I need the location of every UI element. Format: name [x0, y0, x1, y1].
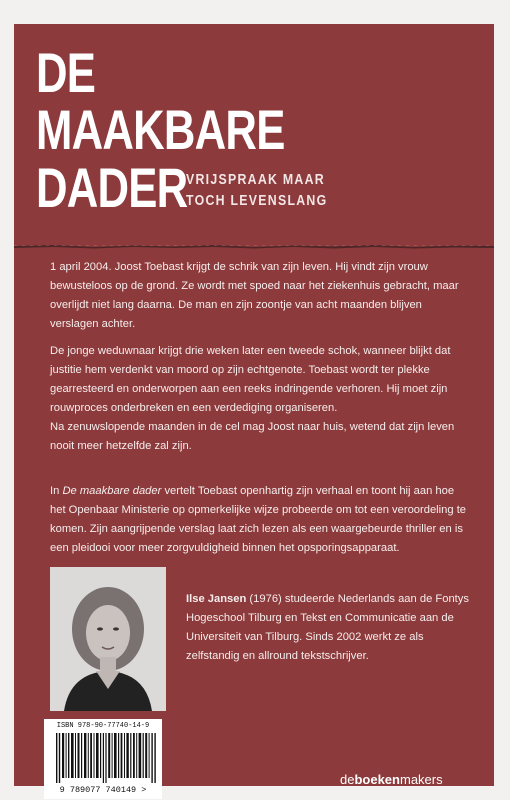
summary-text: vertelt Toebast openhartig zijn verhaal en toont hij aan hoe het Openbaar Ministerie op opmerkelijke wijze probeerde om tot een veroordeling te komen. Zijn aangrijpende verslag laat zich lezen als een waargebeurde thriller en is een pleidooi voor meer zorgvuldigheid binnen het opsporingsapparaat.	[50, 485, 467, 554]
paragraph-arrest-main: De jonge weduwnaar krijgt drie weken later een tweede schok, wanneer blijkt dat justitie hem verdenkt van moord op zijn echtgenote. Toebast wordt ter plekke gearresteerd en onderworpen aan een reeks indringende verhoren. Hij moet zijn rouwproces onderbreken en een verdediging organiseren.	[50, 345, 451, 414]
subtitle-line-2: TOCH LEVENSLANG	[186, 193, 328, 209]
book-title-italic: De maakbare dader	[62, 485, 162, 497]
publisher-bold: boeken	[354, 772, 400, 787]
title-line-3: DADER	[36, 156, 188, 219]
summary-prefix: In	[50, 485, 63, 497]
paragraph-arrest-release: Na zenuwslopende maanden in de cel mag Joost naar huis, wetend dat zijn leven nooit meer hetzelfde zal zijn.	[50, 421, 455, 452]
paragraph-intro: 1 april 2004. Joost Toebast krijgt de schrik van zijn leven. Hij vindt zijn vrouw bewusteloos op de grond. Ze wordt met spoed naar het ziekenhuis gebracht, maar overlijdt niet lang daarna. De man en zijn zoontje van acht maanden blijven verslagen achter.	[50, 261, 459, 330]
isbn-barcode	[44, 719, 162, 799]
author-bio-text: (1976) studeerde Nederlands aan de Fontys Hogeschool Tilburg en Tekst en Communicatie aan de Universiteit van Tilburg. Sinds 2002 werkt ze als zelfstandig en allround tekstschrijver.	[186, 593, 469, 662]
isbn-label: ISBN 978-90-77740-14-9	[56, 722, 150, 730]
barcode-bars	[56, 733, 156, 783]
title-line-2: MAAKBARE	[36, 98, 285, 161]
back-cover	[14, 24, 494, 795]
paragraph-summary	[50, 482, 468, 558]
subtitle-line-1: VRIJSPRAAK MAAR	[186, 172, 325, 188]
author-portrait-image	[50, 567, 166, 711]
publisher-logo	[340, 772, 443, 787]
author-photo	[50, 567, 166, 711]
title-line-1: DE	[36, 41, 96, 104]
torn-divider	[14, 243, 494, 249]
paragraph-arrest	[50, 342, 468, 456]
author-bio	[186, 590, 470, 666]
publisher-prefix: de	[340, 772, 355, 787]
author-name: Ilse Jansen	[186, 593, 247, 605]
isbn-digits: 9 789077 740149 >	[59, 785, 147, 795]
subtitle	[186, 170, 327, 212]
publisher-suffix: makers	[399, 772, 443, 787]
